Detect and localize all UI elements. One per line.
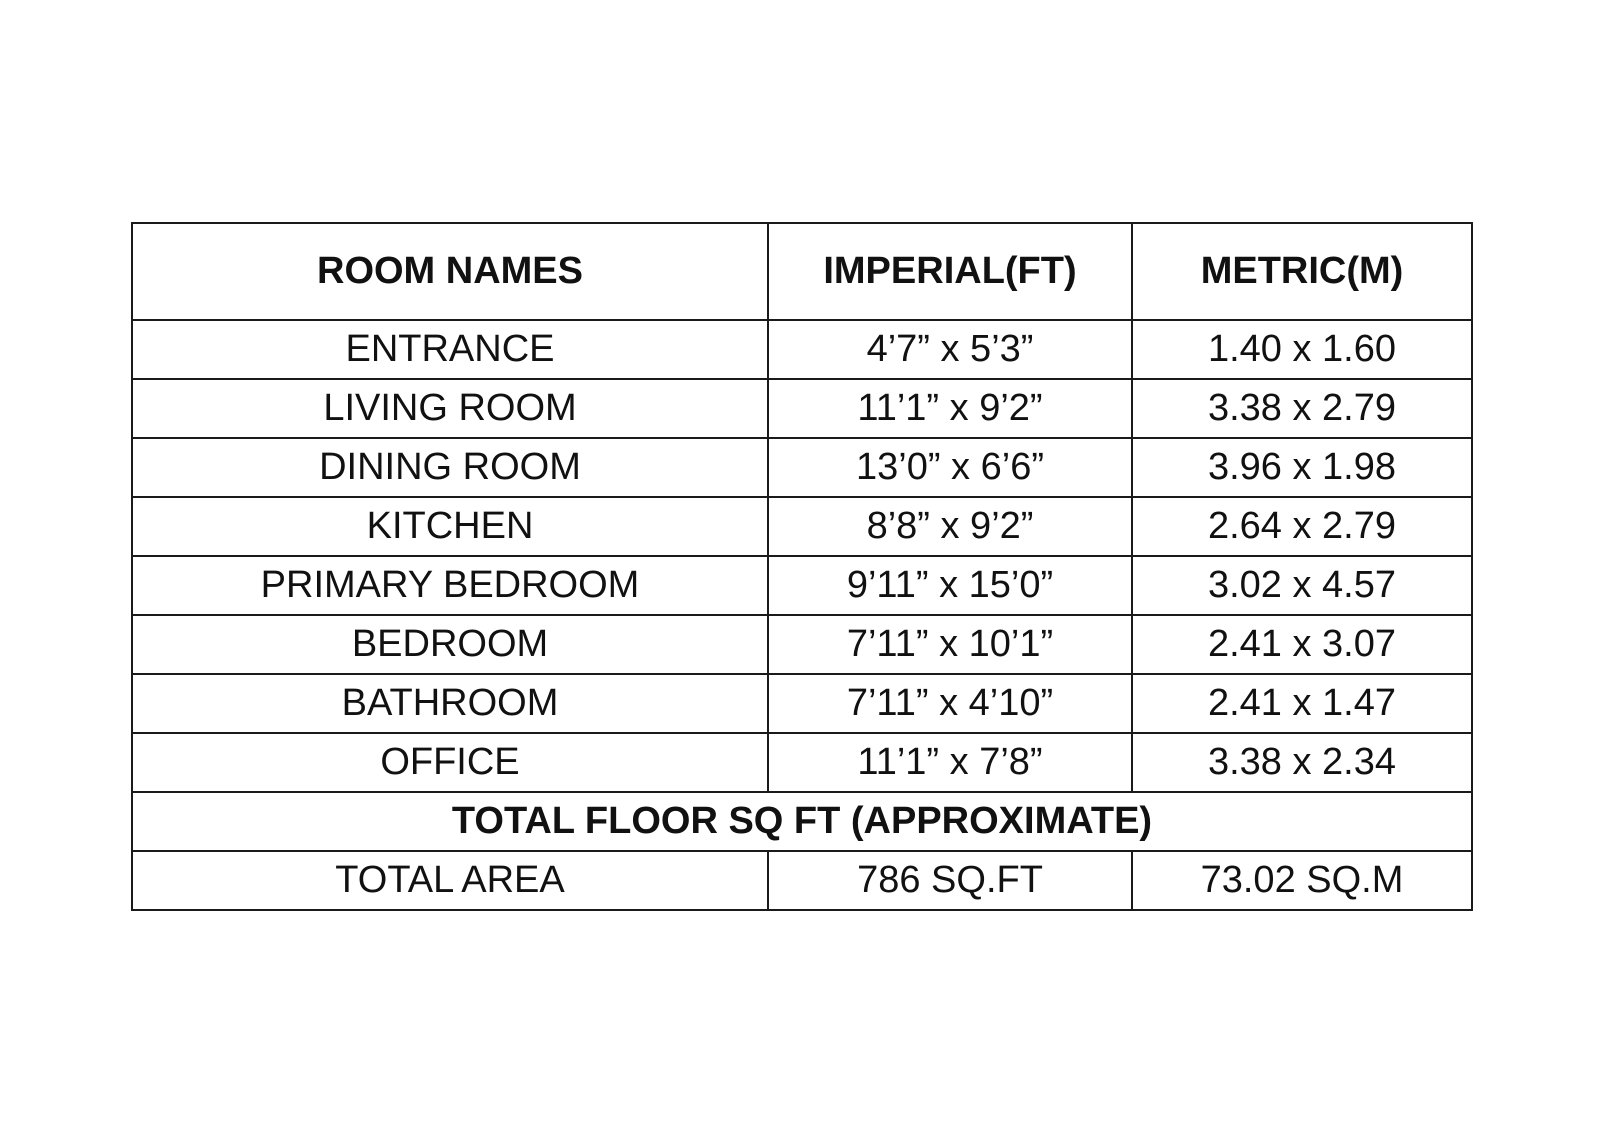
metric-cell: 2.41 x 1.47	[1132, 674, 1472, 733]
total-area-imperial: 786 SQ.FT	[768, 851, 1132, 910]
total-floor-heading: TOTAL FLOOR SQ FT (APPROXIMATE)	[132, 792, 1472, 851]
room-name-cell: KITCHEN	[132, 497, 768, 556]
room-name-cell: DINING ROOM	[132, 438, 768, 497]
table-row	[132, 320, 1472, 379]
metric-cell: 3.38 x 2.34	[1132, 733, 1472, 792]
metric-cell: 2.41 x 3.07	[1132, 615, 1472, 674]
imperial-cell: 8’8” x 9’2”	[768, 497, 1132, 556]
imperial-cell: 7’11” x 10’1”	[768, 615, 1132, 674]
table-row	[132, 497, 1472, 556]
total-area-label: TOTAL AREA	[132, 851, 768, 910]
room-name-cell: PRIMARY BEDROOM	[132, 556, 768, 615]
room-name-cell: ENTRANCE	[132, 320, 768, 379]
metric-cell: 3.02 x 4.57	[1132, 556, 1472, 615]
metric-cell: 2.64 x 2.79	[1132, 497, 1472, 556]
total-heading-row	[132, 792, 1472, 851]
table-row	[132, 379, 1472, 438]
table-row	[132, 615, 1472, 674]
room-name-cell: BATHROOM	[132, 674, 768, 733]
table-header-row	[132, 223, 1472, 320]
header-metric: METRIC(M)	[1132, 223, 1472, 320]
total-area-row	[132, 851, 1472, 910]
metric-cell: 1.40 x 1.60	[1132, 320, 1472, 379]
room-name-cell: BEDROOM	[132, 615, 768, 674]
imperial-cell: 13’0” x 6’6”	[768, 438, 1132, 497]
metric-cell: 3.38 x 2.79	[1132, 379, 1472, 438]
imperial-cell: 4’7” x 5’3”	[768, 320, 1132, 379]
imperial-cell: 9’11” x 15’0”	[768, 556, 1132, 615]
table-row	[132, 438, 1472, 497]
room-dimensions-table	[131, 222, 1473, 911]
header-imperial: IMPERIAL(FT)	[768, 223, 1132, 320]
header-room-names: ROOM NAMES	[132, 223, 768, 320]
imperial-cell: 11’1” x 7’8”	[768, 733, 1132, 792]
total-area-metric: 73.02 SQ.M	[1132, 851, 1472, 910]
table-row	[132, 674, 1472, 733]
imperial-cell: 7’11” x 4’10”	[768, 674, 1132, 733]
metric-cell: 3.96 x 1.98	[1132, 438, 1472, 497]
room-name-cell: LIVING ROOM	[132, 379, 768, 438]
imperial-cell: 11’1” x 9’2”	[768, 379, 1132, 438]
table-row	[132, 556, 1472, 615]
room-name-cell: OFFICE	[132, 733, 768, 792]
table-row	[132, 733, 1472, 792]
